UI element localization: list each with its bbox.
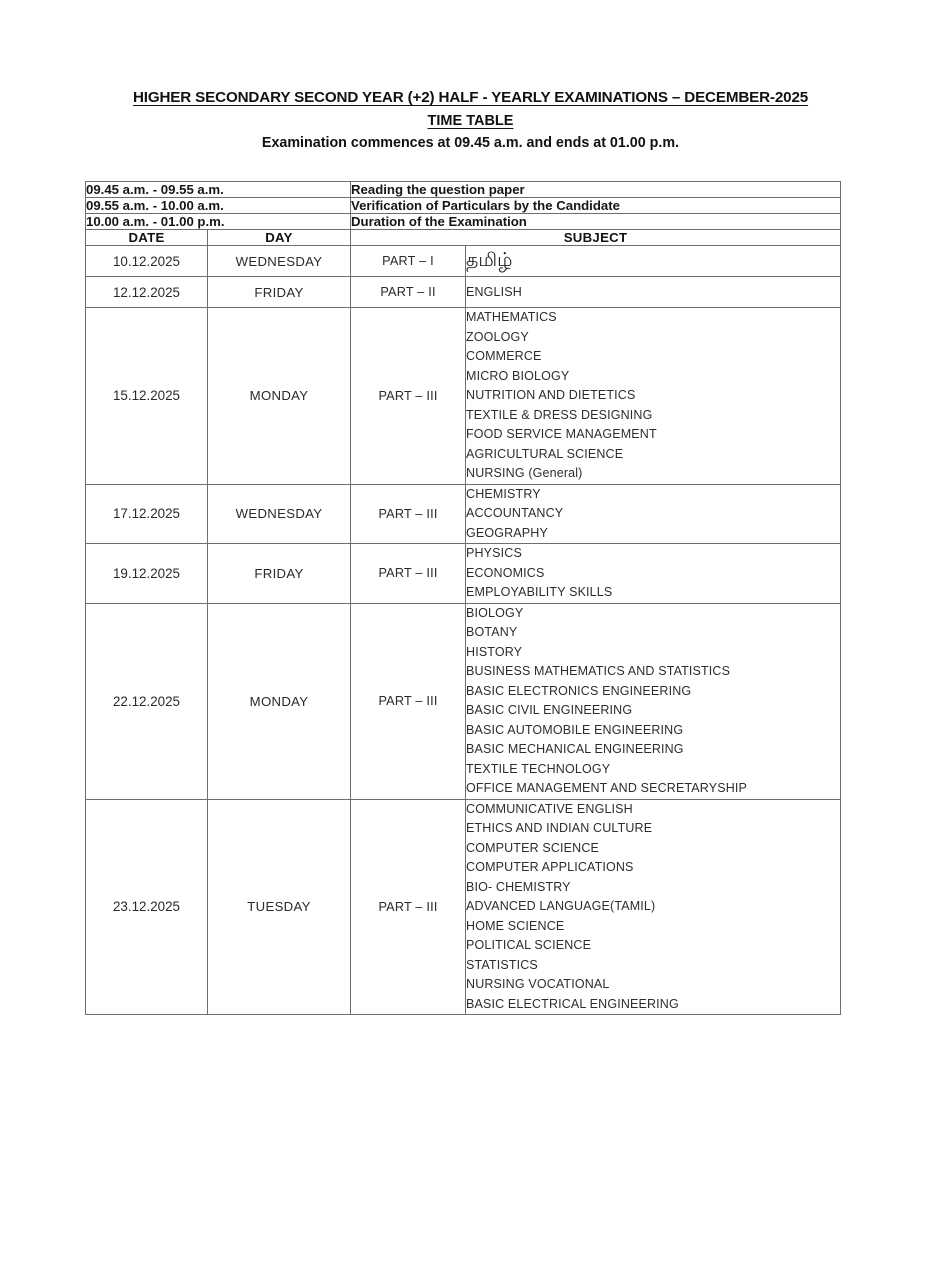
exam-subject-cell: [466, 277, 841, 308]
subject-item: BASIC CIVIL ENGINEERING: [466, 703, 633, 717]
subject-item: OFFICE MANAGEMENT AND SECRETARYSHIP: [466, 781, 748, 795]
subject-list: [466, 277, 840, 307]
column-header-subject: SUBJECT: [351, 230, 841, 246]
subject-item: BASIC MECHANICAL ENGINEERING: [466, 742, 684, 756]
exam-date: 12.12.2025: [86, 277, 208, 308]
exam-day: MONDAY: [208, 603, 351, 799]
exam-day: MONDAY: [208, 308, 351, 485]
exam-date: 10.12.2025: [86, 246, 208, 277]
subject-item: ETHICS AND INDIAN CULTURE: [466, 821, 653, 835]
subject-item: HOME SCIENCE: [466, 918, 565, 933]
exam-day: FRIDAY: [208, 277, 351, 308]
subject-item: COMMERCE: [466, 349, 542, 363]
page-title: HIGHER SECONDARY SECOND YEAR (+2) HALF - YEARLY EXAMINATIONS – DECEMBER-2025: [132, 89, 809, 106]
subject-item: BUSINESS MATHEMATICS AND STATISTICS: [466, 664, 731, 678]
exam-part: PART – III: [351, 308, 466, 485]
exam-day: WEDNESDAY: [208, 246, 351, 277]
exam-date: 17.12.2025: [86, 484, 208, 544]
info-row-time: 09.45 a.m. - 09.55 a.m.: [86, 182, 351, 198]
exam-day: FRIDAY: [208, 544, 351, 604]
subject-item: தமிழ்: [466, 250, 513, 271]
table-row: [86, 246, 841, 277]
subject-item: ADVANCED LANGUAGE(TAMIL): [466, 899, 656, 913]
subject-item: MICRO BIOLOGY: [466, 368, 570, 383]
exam-part: PART – III: [351, 603, 466, 799]
subject-list: [466, 604, 840, 799]
exam-subject-cell: [466, 603, 841, 799]
column-header-date: DATE: [86, 230, 208, 246]
exam-part: PART – III: [351, 484, 466, 544]
subject-item: TEXTILE & DRESS DESIGNING: [466, 407, 653, 422]
table-row: [86, 799, 841, 1015]
subject-list: [466, 246, 840, 276]
subject-item: TEXTILE TECHNOLOGY: [466, 761, 611, 776]
table-row: [86, 277, 841, 308]
subject-item: ACCOUNTANCY: [466, 506, 564, 520]
subject-item: COMPUTER APPLICATIONS: [466, 860, 634, 874]
subject-item: NURSING VOCATIONAL: [466, 977, 610, 991]
subject-item: PHYSICS: [466, 546, 522, 560]
subject-item: BIO- CHEMISTRY: [466, 879, 571, 894]
subject-item: NURSING (General): [466, 466, 583, 480]
exam-date: 15.12.2025: [86, 308, 208, 485]
subject-list: [466, 308, 840, 484]
info-row: [86, 214, 841, 230]
subject-item: GEOGRAPHY: [466, 525, 548, 540]
subject-item: BOTANY: [466, 625, 518, 639]
info-row-time: 09.55 a.m. - 10.00 a.m.: [86, 198, 351, 214]
subject-item: FOOD SERVICE MANAGEMENT: [466, 427, 657, 441]
subject-item: NUTRITION AND DIETETICS: [466, 388, 636, 402]
exam-part: PART – III: [351, 799, 466, 1015]
exam-subject-cell: [466, 799, 841, 1015]
subject-item: STATISTICS: [466, 957, 538, 972]
subject-item: COMMUNICATIVE ENGLISH: [466, 801, 633, 816]
subject-item: MATHEMATICS: [466, 310, 557, 324]
subject-item: BIOLOGY: [466, 605, 524, 620]
subject-list: [466, 800, 840, 1015]
subject-item: POLITICAL SCIENCE: [466, 938, 592, 952]
exam-subject-cell: [466, 246, 841, 277]
exam-subject-cell: [466, 544, 841, 604]
exam-date: 19.12.2025: [86, 544, 208, 604]
exam-date: 22.12.2025: [86, 603, 208, 799]
subject-item: EMPLOYABILITY SKILLS: [466, 585, 613, 599]
table-row: [86, 603, 841, 799]
subject-item: ZOOLOGY: [466, 329, 529, 344]
table-row: [86, 544, 841, 604]
exam-day: TUESDAY: [208, 799, 351, 1015]
exam-timetable: [85, 181, 841, 1015]
subject-item: ECONOMICS: [466, 565, 545, 580]
info-row-description: Duration of the Examination: [351, 214, 841, 230]
table-row: [86, 484, 841, 544]
subject-item: BASIC AUTOMOBILE ENGINEERING: [466, 722, 684, 737]
exam-date: 23.12.2025: [86, 799, 208, 1015]
column-header-row: [86, 230, 841, 246]
exam-part: PART – III: [351, 544, 466, 604]
exam-timing-note: Examination commences at 09.45 a.m. and ends at 01.00 p.m.: [261, 135, 680, 151]
exam-subject-cell: [466, 484, 841, 544]
exam-subject-cell: [466, 308, 841, 485]
page-subtitle: TIME TABLE: [427, 113, 514, 129]
subject-item: BASIC ELECTRONICS ENGINEERING: [466, 683, 692, 698]
info-row-description: Verification of Particulars by the Candidate: [351, 198, 841, 214]
document-heading: [0, 88, 941, 153]
info-row-time: 10.00 a.m. - 01.00 p.m.: [86, 214, 351, 230]
exam-part: PART – II: [351, 277, 466, 308]
subject-item: ENGLISH: [466, 285, 522, 299]
exam-day: WEDNESDAY: [208, 484, 351, 544]
subject-list: [466, 544, 840, 603]
subject-item: HISTORY: [466, 644, 523, 659]
exam-part: PART – I: [351, 246, 466, 277]
subject-item: BASIC ELECTRICAL ENGINEERING: [466, 996, 679, 1011]
timetable-body: [86, 182, 841, 1015]
subject-item: COMPUTER SCIENCE: [466, 840, 599, 855]
subject-item: AGRICULTURAL SCIENCE: [466, 446, 624, 461]
info-row: [86, 182, 841, 198]
table-row: [86, 308, 841, 485]
subject-list: [466, 485, 840, 544]
info-row-description: Reading the question paper: [351, 182, 841, 198]
column-header-day: DAY: [208, 230, 351, 246]
subject-item: CHEMISTRY: [466, 486, 541, 501]
info-row: [86, 198, 841, 214]
